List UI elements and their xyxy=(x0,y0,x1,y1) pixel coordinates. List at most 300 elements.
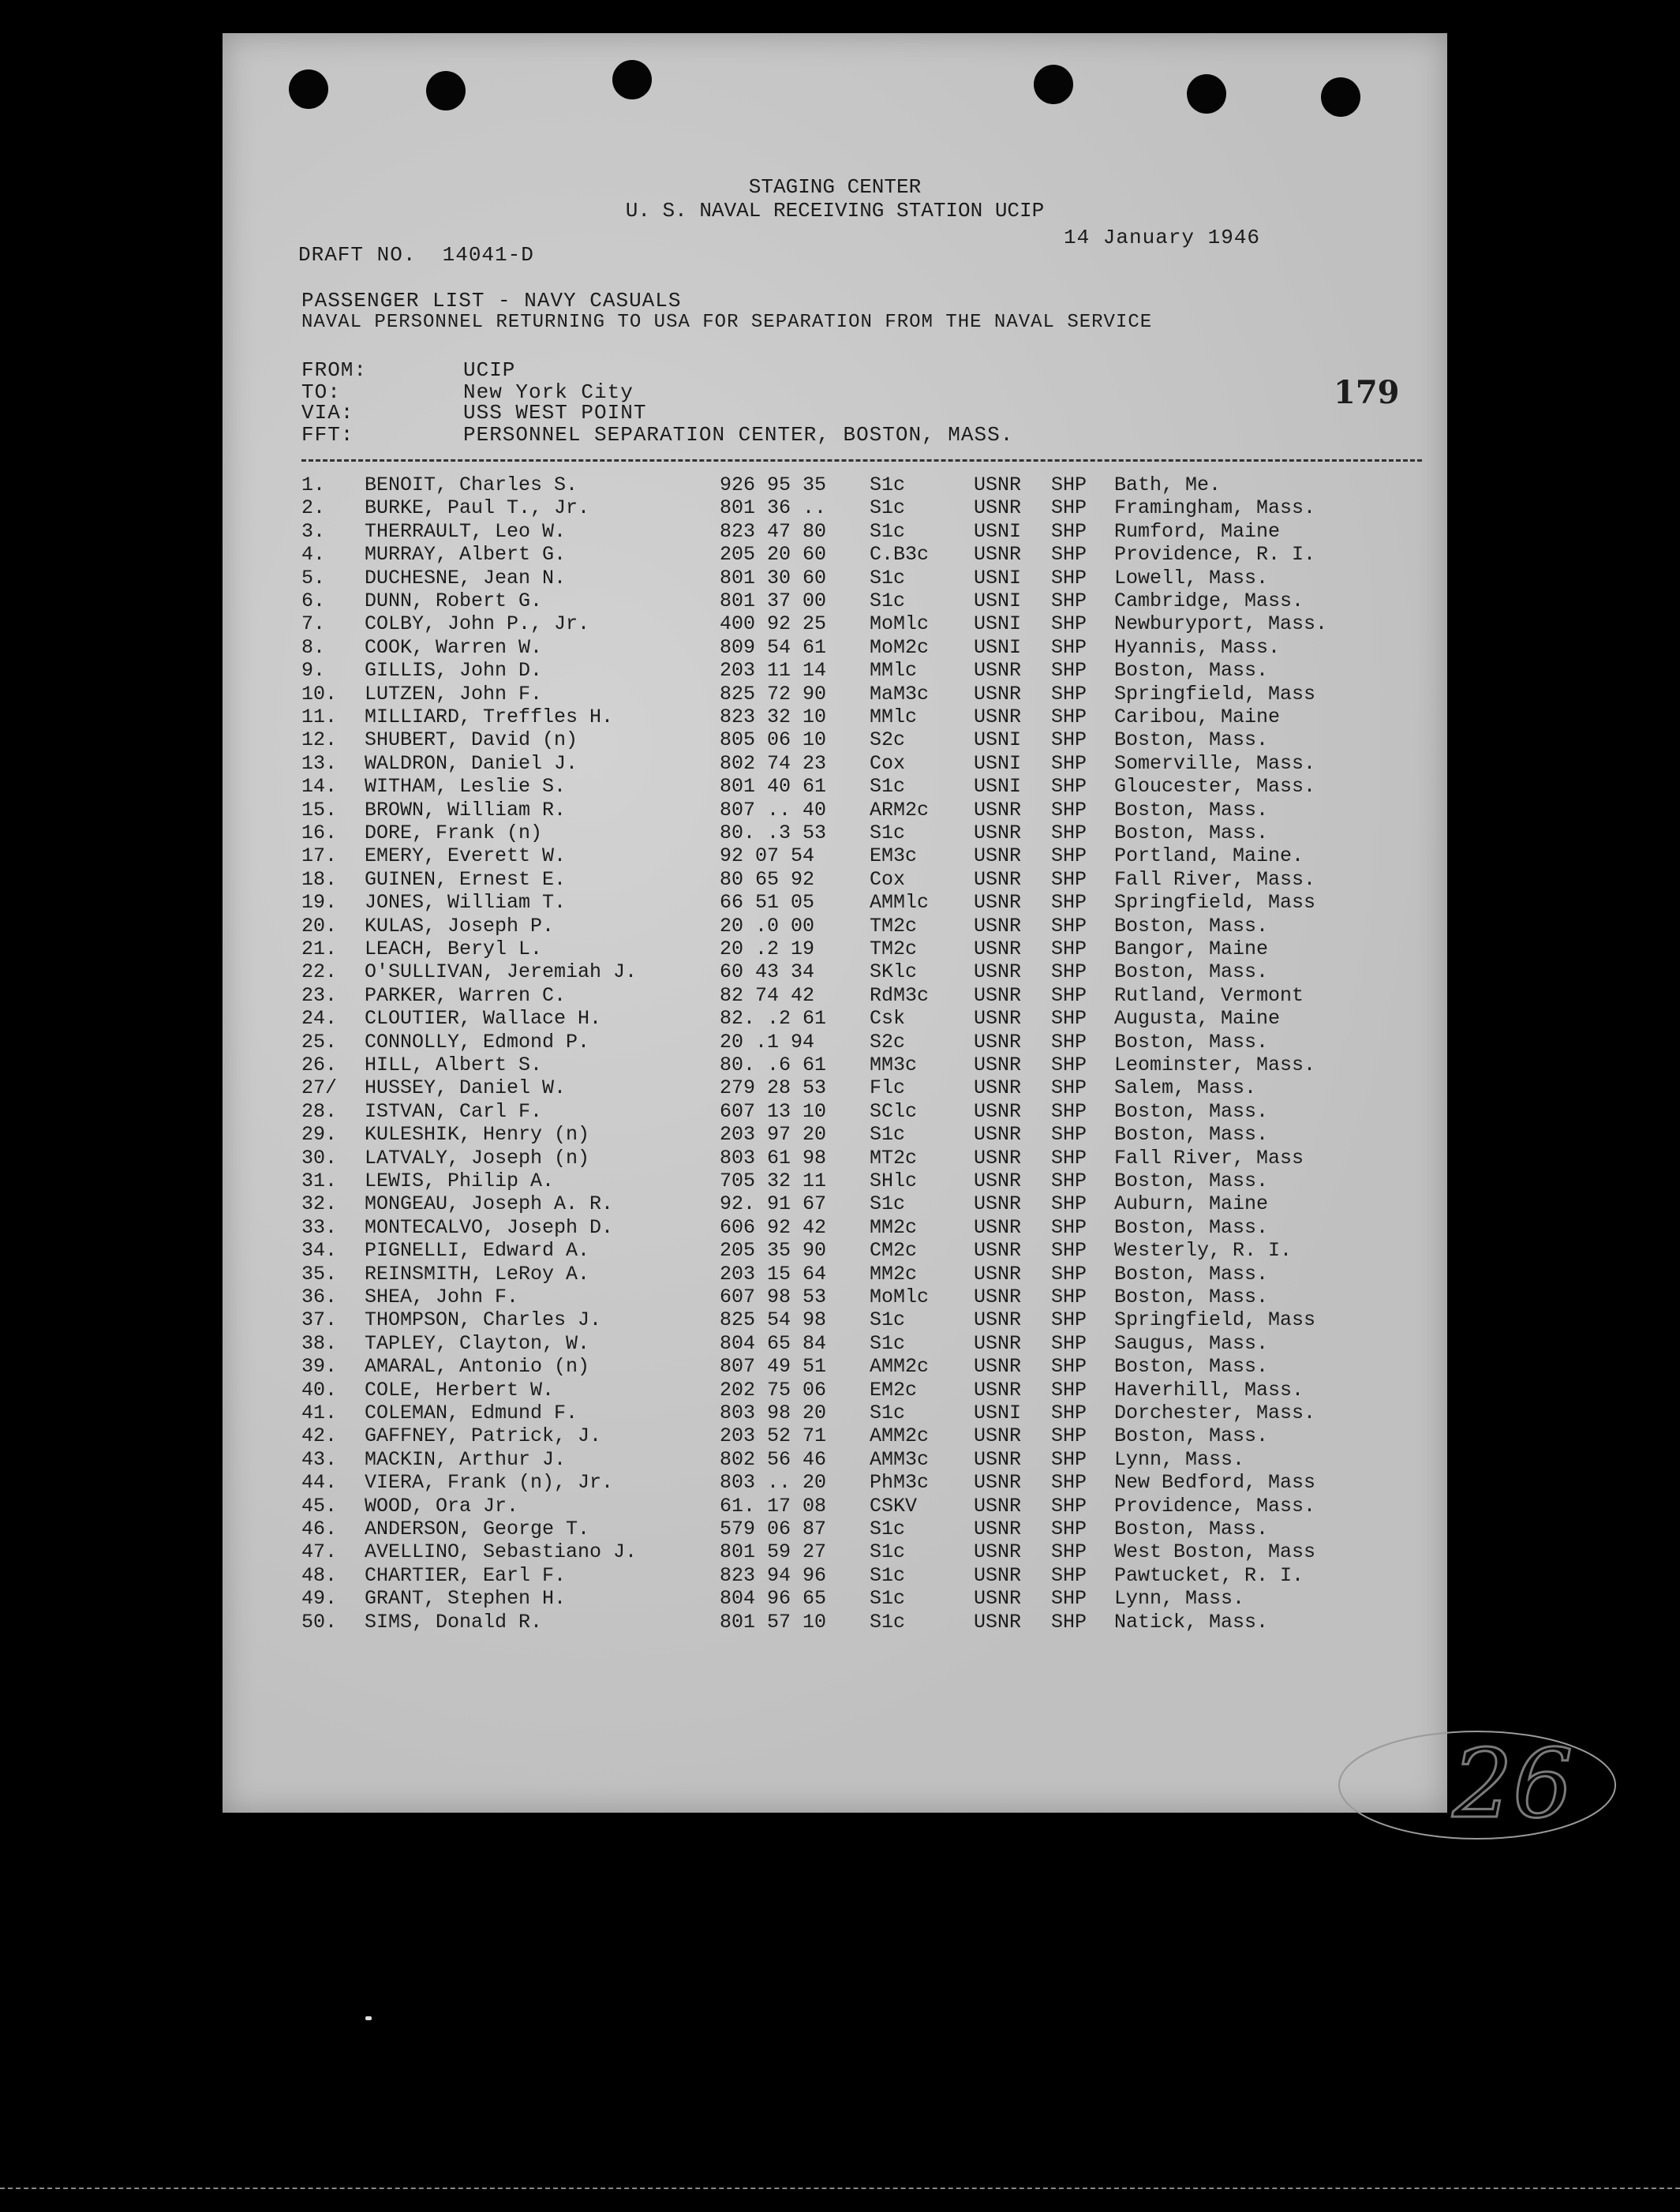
row-number: 1. xyxy=(301,473,326,496)
row-number: 24. xyxy=(301,1007,338,1031)
row-number: 26. xyxy=(301,1054,338,1076)
rate: RdM3c xyxy=(870,983,930,1007)
service-number: 823 32 10 xyxy=(720,706,827,728)
fft-label: FFT: xyxy=(301,423,354,447)
rate: Cox xyxy=(870,867,906,891)
rate: AMM2c xyxy=(870,1355,930,1379)
classification: USNR xyxy=(974,914,1022,938)
service-number: 205 35 90 xyxy=(720,1239,827,1263)
classification: USNR xyxy=(974,822,1022,844)
rate: S1c xyxy=(870,1587,906,1611)
row-number: 23. xyxy=(301,983,338,1007)
row-number: 10. xyxy=(301,682,338,706)
home-town: Boston, Mass. xyxy=(1114,1099,1269,1123)
home-town: Caribou, Maine xyxy=(1114,706,1281,728)
home-town: Boston, Mass. xyxy=(1114,1123,1269,1147)
handwritten-mark xyxy=(1319,1710,1619,1852)
row-number: 32. xyxy=(301,1192,338,1216)
status-code: SHP xyxy=(1051,798,1087,822)
list-subtitle: NAVAL PERSONNEL RETURNING TO USA FOR SEPARATION FROM THE NAVAL SERVICE xyxy=(301,312,1153,333)
service-number: 825 72 90 xyxy=(720,682,827,706)
header-line-1: STAGING CENTER xyxy=(748,175,922,199)
status-code: SHP xyxy=(1051,1378,1087,1402)
classification: USNR xyxy=(974,867,1022,891)
status-code: SHP xyxy=(1051,1262,1087,1286)
service-number: 92. 91 67 xyxy=(720,1192,827,1216)
service-number: 66 51 05 xyxy=(720,891,815,915)
status-code: SHP xyxy=(1051,844,1087,868)
home-town: Fall River, Mass. xyxy=(1114,867,1316,891)
service-number: 802 56 46 xyxy=(720,1447,827,1471)
home-town: Lynn, Mass. xyxy=(1114,1587,1245,1611)
person-name: DORE, Frank (n) xyxy=(365,822,543,844)
service-number: 705 32 11 xyxy=(720,1170,827,1192)
rate: S1c xyxy=(870,1518,906,1540)
rate: ARM2c xyxy=(870,798,930,822)
row-number: 44. xyxy=(301,1471,338,1495)
row-number: 38. xyxy=(301,1331,338,1355)
service-number: 607 13 10 xyxy=(720,1099,827,1123)
status-code: SHP xyxy=(1051,751,1087,775)
classification: USNR xyxy=(974,798,1022,822)
status-code: SHP xyxy=(1051,1286,1087,1308)
status-code: SHP xyxy=(1051,728,1087,752)
person-name: BENOIT, Charles S. xyxy=(365,473,578,496)
classification: USNR xyxy=(974,938,1022,960)
status-code: SHP xyxy=(1051,1239,1087,1263)
classification: USNR xyxy=(974,1054,1022,1076)
service-number: 80. .6 61 xyxy=(720,1054,827,1076)
service-number: 203 11 14 xyxy=(720,659,827,683)
status-code: SHP xyxy=(1051,496,1087,520)
classification: USNR xyxy=(974,1030,1022,1054)
home-town: Hyannis, Mass. xyxy=(1114,635,1281,659)
rate: S1c xyxy=(870,473,906,496)
status-code: SHP xyxy=(1051,543,1087,567)
status-code: SHP xyxy=(1051,1123,1087,1147)
status-code: SHP xyxy=(1051,1170,1087,1192)
service-number: 203 15 64 xyxy=(720,1262,827,1286)
via-label: VIA: xyxy=(301,401,354,425)
row-number: 40. xyxy=(301,1378,338,1402)
classification: USNI xyxy=(974,728,1022,752)
row-number: 5. xyxy=(301,566,326,589)
service-number: 823 94 96 xyxy=(720,1563,827,1587)
status-code: SHP xyxy=(1051,960,1087,984)
person-name: LEACH, Beryl L. xyxy=(365,938,543,960)
row-number: 30. xyxy=(301,1146,338,1170)
service-number: 60 43 34 xyxy=(720,960,815,984)
service-number: 82. .2 61 xyxy=(720,1007,827,1031)
rate: C.B3c xyxy=(870,543,930,567)
classification: USNR xyxy=(974,496,1022,520)
rate: S1c xyxy=(870,1402,906,1424)
status-code: SHP xyxy=(1051,775,1087,799)
punch-hole xyxy=(426,71,466,110)
classification: USNR xyxy=(974,960,1022,984)
rate: S2c xyxy=(870,728,906,752)
home-town: Springfield, Mass xyxy=(1114,891,1316,915)
classification: USNR xyxy=(974,1170,1022,1192)
status-code: SHP xyxy=(1051,1518,1087,1540)
home-town: Boston, Mass. xyxy=(1114,659,1269,683)
classification: USNR xyxy=(974,844,1022,868)
film-edge-line xyxy=(0,2188,1680,2189)
home-town: Boston, Mass. xyxy=(1114,1030,1269,1054)
classification: USNR xyxy=(974,1378,1022,1402)
row-number: 9. xyxy=(301,659,326,683)
home-town: Haverhill, Mass. xyxy=(1114,1378,1304,1402)
person-name: COLEMAN, Edmund F. xyxy=(365,1402,578,1424)
rate: CSKV xyxy=(870,1494,918,1518)
person-name: WALDRON, Daniel J. xyxy=(365,751,578,775)
service-number: 400 92 25 xyxy=(720,612,827,636)
rate: SHlc xyxy=(870,1170,918,1192)
home-town: Westerly, R. I. xyxy=(1114,1239,1293,1263)
home-town: Boston, Mass. xyxy=(1114,798,1269,822)
punch-hole xyxy=(1034,65,1073,104)
home-town: Salem, Mass. xyxy=(1114,1076,1257,1100)
service-number: 807 49 51 xyxy=(720,1355,827,1379)
home-town: Pawtucket, R. I. xyxy=(1114,1563,1304,1587)
person-name: COLBY, John P., Jr. xyxy=(365,612,590,636)
person-name: PIGNELLI, Edward A. xyxy=(365,1239,590,1263)
status-code: SHP xyxy=(1051,1076,1087,1100)
rate: S2c xyxy=(870,1030,906,1054)
person-name: KULAS, Joseph P. xyxy=(365,914,555,938)
service-number: 61. 17 08 xyxy=(720,1494,827,1518)
rate: S1c xyxy=(870,496,906,520)
document-page xyxy=(223,33,1573,1840)
row-number: 42. xyxy=(301,1424,338,1448)
service-number: 803 98 20 xyxy=(720,1402,827,1424)
via-value: USS WEST POINT xyxy=(463,401,647,425)
service-number: 80. .3 53 xyxy=(720,822,827,844)
header-divider xyxy=(301,459,1422,462)
service-number: 804 96 65 xyxy=(720,1587,827,1611)
rate: SKlc xyxy=(870,960,918,984)
person-name: SHUBERT, David (n) xyxy=(365,728,578,752)
row-number: 21. xyxy=(301,938,338,960)
person-name: AMARAL, Antonio (n) xyxy=(365,1355,590,1379)
row-number: 22. xyxy=(301,960,338,984)
service-number: 804 65 84 xyxy=(720,1331,827,1355)
classification: USNI xyxy=(974,566,1022,589)
home-town: Boston, Mass. xyxy=(1114,1262,1269,1286)
rate: PhM3c xyxy=(870,1471,930,1495)
home-town: Rumford, Maine xyxy=(1114,519,1281,543)
svg-text:26: 26 xyxy=(1452,1730,1573,1840)
status-code: SHP xyxy=(1051,938,1087,960)
rate: TM2c xyxy=(870,938,918,960)
service-number: 203 97 20 xyxy=(720,1123,827,1147)
rate: S1c xyxy=(870,1540,906,1564)
classification: USNI xyxy=(974,635,1022,659)
home-town: Springfield, Mass xyxy=(1114,682,1316,706)
person-name: CHARTIER, Earl F. xyxy=(365,1563,567,1587)
rate: Cox xyxy=(870,751,906,775)
classification: USNI xyxy=(974,1402,1022,1424)
person-name: MONTECALVO, Joseph D. xyxy=(365,1215,614,1239)
rate: S1c xyxy=(870,775,906,799)
person-name: THOMPSON, Charles J. xyxy=(365,1308,602,1332)
rate: MoM2c xyxy=(870,635,930,659)
classification: USNR xyxy=(974,1192,1022,1216)
row-number: 28. xyxy=(301,1099,338,1123)
status-code: SHP xyxy=(1051,1099,1087,1123)
row-number: 13. xyxy=(301,751,338,775)
classification: USNR xyxy=(974,1610,1022,1634)
person-name: WOOD, Ora Jr. xyxy=(365,1494,519,1518)
service-number: 203 52 71 xyxy=(720,1424,827,1448)
service-number: 801 30 60 xyxy=(720,566,827,589)
person-name: HILL, Albert S. xyxy=(365,1054,543,1076)
status-code: SHP xyxy=(1051,1471,1087,1495)
home-town: Fall River, Mass xyxy=(1114,1146,1304,1170)
classification: USNR xyxy=(974,1518,1022,1540)
row-number: 12. xyxy=(301,728,338,752)
row-number: 16. xyxy=(301,822,338,844)
from-label: FROM: xyxy=(301,358,368,382)
status-code: SHP xyxy=(1051,589,1087,612)
status-code: SHP xyxy=(1051,612,1087,636)
status-code: SHP xyxy=(1051,1424,1087,1448)
home-town: Newburyport, Mass. xyxy=(1114,612,1328,636)
person-name: EMERY, Everett W. xyxy=(365,844,567,868)
person-name: JONES, William T. xyxy=(365,891,567,915)
row-number: 20. xyxy=(301,914,338,938)
classification: USNI xyxy=(974,519,1022,543)
classification: USNR xyxy=(974,1123,1022,1147)
rate: EM3c xyxy=(870,844,918,868)
person-name: LATVALY, Joseph (n) xyxy=(365,1146,590,1170)
status-code: SHP xyxy=(1051,473,1087,496)
list-title: PASSENGER LIST - NAVY CASUALS xyxy=(301,289,682,313)
service-number: 802 74 23 xyxy=(720,751,827,775)
person-name: GILLIS, John D. xyxy=(365,659,543,683)
home-town: Lynn, Mass. xyxy=(1114,1447,1245,1471)
person-name: AVELLINO, Sebastiano J. xyxy=(365,1540,638,1564)
rate: EM2c xyxy=(870,1378,918,1402)
home-town: Somerville, Mass. xyxy=(1114,751,1316,775)
home-town: Springfield, Mass xyxy=(1114,1308,1316,1332)
person-name: THERRAULT, Leo W. xyxy=(365,519,567,543)
person-name: ISTVAN, Carl F. xyxy=(365,1099,543,1123)
person-name: SIMS, Donald R. xyxy=(365,1610,543,1634)
classification: USNI xyxy=(974,589,1022,612)
rate: SClc xyxy=(870,1099,918,1123)
home-town: Portland, Maine. xyxy=(1114,844,1304,868)
service-number: 20 .1 94 xyxy=(720,1030,815,1054)
person-name: DUNN, Robert G. xyxy=(365,589,543,612)
service-number: 801 57 10 xyxy=(720,1610,827,1634)
rate: Flc xyxy=(870,1076,906,1100)
status-code: SHP xyxy=(1051,1007,1087,1031)
person-name: DUCHESNE, Jean N. xyxy=(365,566,567,589)
person-name: TAPLEY, Clayton, W. xyxy=(365,1331,590,1355)
person-name: O'SULLIVAN, Jeremiah J. xyxy=(365,960,638,984)
service-number: 803 61 98 xyxy=(720,1146,827,1170)
from-value: UCIP xyxy=(463,358,516,382)
rate: AMM3c xyxy=(870,1447,930,1471)
home-town: Boston, Mass. xyxy=(1114,914,1269,938)
home-town: Boston, Mass. xyxy=(1114,1355,1269,1379)
row-number: 19. xyxy=(301,891,338,915)
rate: S1c xyxy=(870,822,906,844)
row-number: 34. xyxy=(301,1239,338,1263)
classification: USNR xyxy=(974,1308,1022,1332)
rate: MoMlc xyxy=(870,1286,930,1308)
status-code: SHP xyxy=(1051,1192,1087,1216)
home-town: Providence, Mass. xyxy=(1114,1494,1316,1518)
row-number: 18. xyxy=(301,867,338,891)
status-code: SHP xyxy=(1051,983,1087,1007)
rate: S1c xyxy=(870,1123,906,1147)
rate: MM2c xyxy=(870,1215,918,1239)
service-number: 801 59 27 xyxy=(720,1540,827,1564)
status-code: SHP xyxy=(1051,1146,1087,1170)
status-code: SHP xyxy=(1051,1447,1087,1471)
classification: USNI xyxy=(974,612,1022,636)
home-town: Auburn, Maine xyxy=(1114,1192,1269,1216)
service-number: 801 36 .. xyxy=(720,496,827,520)
row-number: 4. xyxy=(301,543,326,567)
status-code: SHP xyxy=(1051,1563,1087,1587)
row-number: 27/ xyxy=(301,1076,338,1100)
status-code: SHP xyxy=(1051,1494,1087,1518)
classification: USNR xyxy=(974,1471,1022,1495)
rate: S1c xyxy=(870,519,906,543)
home-town: Lowell, Mass. xyxy=(1114,566,1269,589)
home-town: Saugus, Mass. xyxy=(1114,1331,1269,1355)
classification: USNR xyxy=(974,1424,1022,1448)
classification: USNR xyxy=(974,1286,1022,1308)
row-number: 41. xyxy=(301,1402,338,1424)
classification: USNR xyxy=(974,1215,1022,1239)
classification: USNR xyxy=(974,1447,1022,1471)
rate: MM3c xyxy=(870,1054,918,1076)
rate: MMlc xyxy=(870,659,918,683)
classification: USNR xyxy=(974,659,1022,683)
home-town: Gloucester, Mass. xyxy=(1114,775,1316,799)
home-town: Boston, Mass. xyxy=(1114,960,1269,984)
person-name: BROWN, William R. xyxy=(365,798,567,822)
status-code: SHP xyxy=(1051,659,1087,683)
person-name: SHEA, John F. xyxy=(365,1286,519,1308)
classification: USNR xyxy=(974,1331,1022,1355)
person-name: BURKE, Paul T., Jr. xyxy=(365,496,590,520)
classification: USNR xyxy=(974,891,1022,915)
classification: USNR xyxy=(974,1076,1022,1100)
rate: MM2c xyxy=(870,1262,918,1286)
classification: USNR xyxy=(974,1587,1022,1611)
rate: MaM3c xyxy=(870,682,930,706)
row-number: 50. xyxy=(301,1610,338,1634)
person-name: MURRAY, Albert G. xyxy=(365,543,567,567)
film-speck xyxy=(365,2016,372,2020)
person-name: GUINEN, Ernest E. xyxy=(365,867,567,891)
status-code: SHP xyxy=(1051,1054,1087,1076)
person-name: GAFFNEY, Patrick, J. xyxy=(365,1424,602,1448)
row-number: 29. xyxy=(301,1123,338,1147)
classification: USNR xyxy=(974,1355,1022,1379)
row-number: 3. xyxy=(301,519,326,543)
row-number: 15. xyxy=(301,798,338,822)
row-number: 7. xyxy=(301,612,326,636)
person-name: CONNOLLY, Edmond P. xyxy=(365,1030,590,1054)
status-code: SHP xyxy=(1051,1587,1087,1611)
service-number: 825 54 98 xyxy=(720,1308,827,1332)
service-number: 823 47 80 xyxy=(720,519,827,543)
row-number: 39. xyxy=(301,1355,338,1379)
header-line-2: U. S. NAVAL RECEIVING STATION UCIP xyxy=(625,199,1045,223)
service-number: 607 98 53 xyxy=(720,1286,827,1308)
status-code: SHP xyxy=(1051,1030,1087,1054)
person-name: CLOUTIER, Wallace H. xyxy=(365,1007,602,1031)
status-code: SHP xyxy=(1051,867,1087,891)
status-code: SHP xyxy=(1051,1355,1087,1379)
service-number: 80 65 92 xyxy=(720,867,815,891)
person-name: WITHAM, Leslie S. xyxy=(365,775,567,799)
row-number: 17. xyxy=(301,844,338,868)
status-code: SHP xyxy=(1051,1610,1087,1634)
home-town: Boston, Mass. xyxy=(1114,1286,1269,1308)
classification: USNR xyxy=(974,983,1022,1007)
home-town: Cambridge, Mass. xyxy=(1114,589,1304,612)
to-label: TO: xyxy=(301,380,341,404)
punch-hole xyxy=(612,60,652,99)
classification: USNR xyxy=(974,682,1022,706)
rate: AMM2c xyxy=(870,1424,930,1448)
service-number: 606 92 42 xyxy=(720,1215,827,1239)
row-number: 31. xyxy=(301,1170,338,1192)
classification: USNR xyxy=(974,706,1022,728)
rate: MT2c xyxy=(870,1146,918,1170)
draft-number: DRAFT NO. 14041-D xyxy=(298,243,534,267)
rate: S1c xyxy=(870,589,906,612)
service-number: 807 .. 40 xyxy=(720,798,827,822)
row-number: 2. xyxy=(301,496,326,520)
rate: MMlc xyxy=(870,706,918,728)
status-code: SHP xyxy=(1051,822,1087,844)
home-town: Bangor, Maine xyxy=(1114,938,1269,960)
status-code: SHP xyxy=(1051,1540,1087,1564)
punch-hole xyxy=(1321,77,1360,117)
classification: USNR xyxy=(974,1494,1022,1518)
rate: S1c xyxy=(870,566,906,589)
service-number: 205 20 60 xyxy=(720,543,827,567)
row-number: 49. xyxy=(301,1587,338,1611)
service-number: 926 95 35 xyxy=(720,473,827,496)
person-name: MILLIARD, Treffles H. xyxy=(365,706,614,728)
status-code: SHP xyxy=(1051,519,1087,543)
rate: CM2c xyxy=(870,1239,918,1263)
status-code: SHP xyxy=(1051,891,1087,915)
home-town: Boston, Mass. xyxy=(1114,822,1269,844)
home-town: New Bedford, Mass xyxy=(1114,1471,1316,1495)
rate: S1c xyxy=(870,1610,906,1634)
service-number: 809 54 61 xyxy=(720,635,827,659)
row-number: 36. xyxy=(301,1286,338,1308)
classification: USNR xyxy=(974,1099,1022,1123)
fft-value: PERSONNEL SEPARATION CENTER, BOSTON, MASS. xyxy=(463,423,1014,447)
person-name: MACKIN, Arthur J. xyxy=(365,1447,567,1471)
classification: USNR xyxy=(974,1540,1022,1564)
status-code: SHP xyxy=(1051,635,1087,659)
service-number: 92 07 54 xyxy=(720,844,815,868)
person-name: LUTZEN, John F. xyxy=(365,682,543,706)
status-code: SHP xyxy=(1051,682,1087,706)
